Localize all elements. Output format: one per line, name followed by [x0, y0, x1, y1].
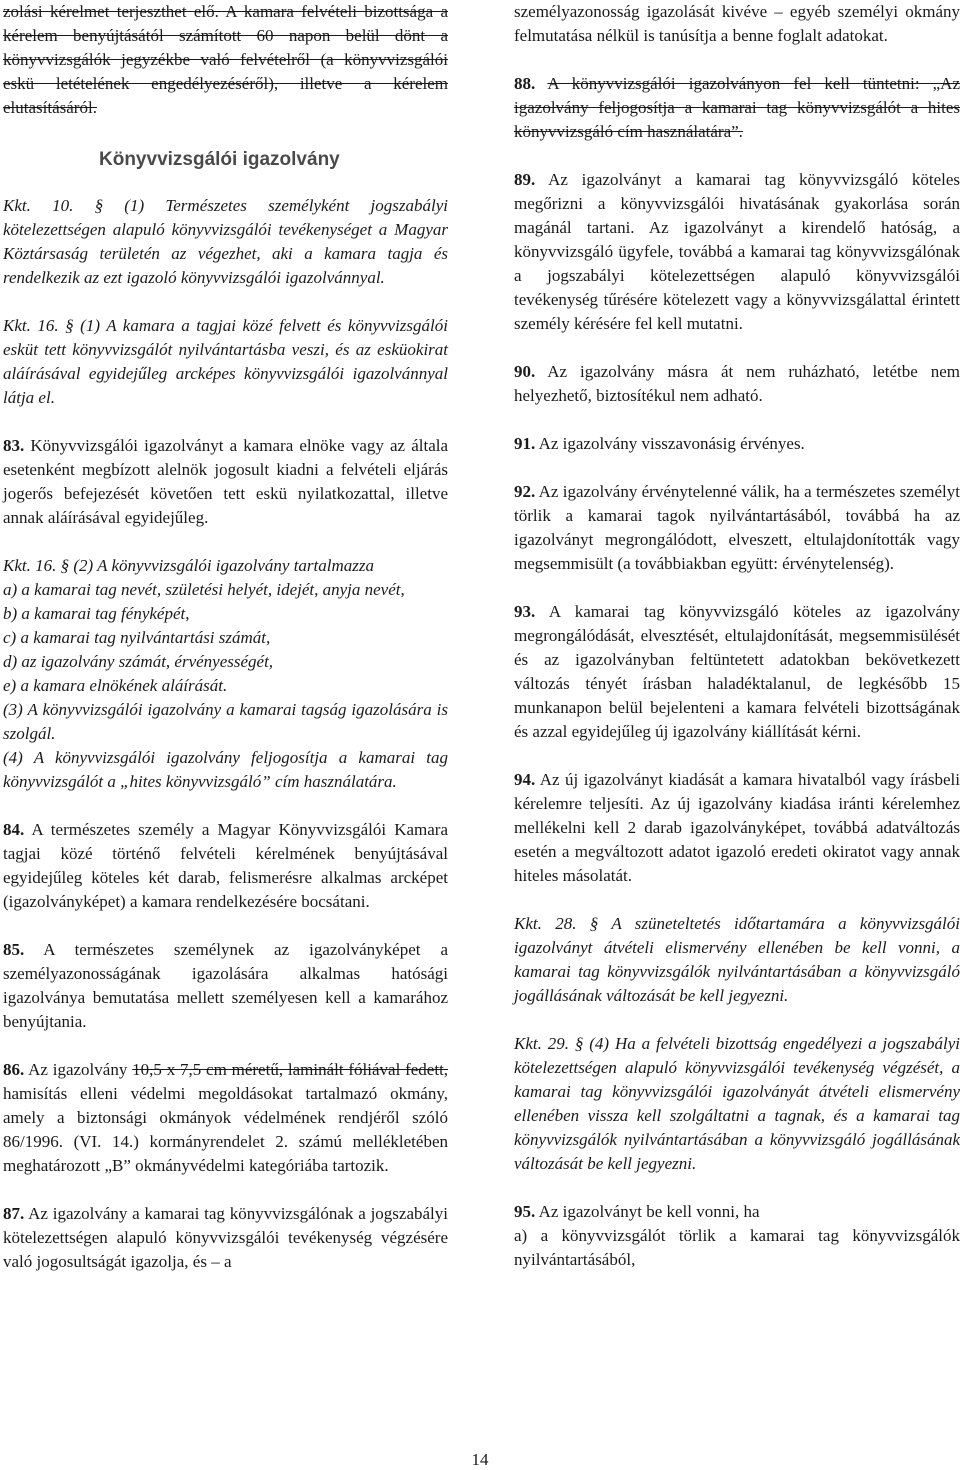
list-item: e) a kamara elnökének aláírását.: [3, 676, 228, 695]
list-item: c) a kamarai tag nyilvántartási számát,: [3, 628, 271, 647]
section-heading: Könyvvizsgálói igazolvány: [99, 149, 340, 170]
paragraph-94: [514, 768, 960, 888]
paragraph-85-number: 85.: [3, 940, 25, 959]
paragraph-91-text: Az igazolvány visszavonásig érvényes.: [538, 434, 805, 453]
paragraph-84-text: A természetes személy a Magyar Könyvvizsgálói Kamara tagjai közé történő felvételi kérelmének benyújtásával egyidejűleg köteles két darab, felismerésre alkalmas arcképet (igazolványképet) a kamara rendelkezésére bocsátani.: [3, 820, 448, 911]
paragraph-90: [514, 360, 960, 408]
kkt28-label: Kkt. 28. §: [514, 914, 599, 933]
right-intro-text: személyazonosság igazolását kivéve – egyéb személyi okmány felmutatása nélkül is tanúsítja a benne foglalt adatokat.: [514, 2, 960, 45]
paragraph-89-number: 89.: [514, 170, 536, 189]
paragraph-87-number: 87.: [3, 1204, 25, 1223]
kkt16-2-text: A könyvvizsgálói igazolvány tartalmazza: [97, 556, 374, 575]
paragraph-94-text: Az új igazolványt kiadását a kamara hivatalból vagy írásbeli kérelemre teljesíti. Az új igazolvány kiadása iránti kérelemhez mellékelni kell 2 darab igazolványképet, továbbá adatváltozás esetén a megváltozott adatot igazoló eredeti okiratot vagy annak hiteles másolatát.: [514, 770, 960, 885]
kkt16-2-block: [3, 554, 448, 794]
paragraph-92-number: 92.: [514, 482, 536, 501]
paragraph-90-text: Az igazolvány másra át nem ruházható, letétbe nem helyezhető, biztosítékul nem adható.: [514, 362, 960, 405]
paragraph-93-text: A kamarai tag könyvvizsgáló köteles az igazolvány megrongálódását, elvesztését, eltulajdonítását, megsemmisülését és az igazolványban feltüntetett adatokban bekövetkezett változás tényét írásban haladéktalanul, de legkésőbb 15 munkanapon belül bejelenteni a kamara felvételi bizottságának és azzal egyidejűleg új igazolvány kiállítását kérni.: [514, 602, 960, 741]
kkt10-text: Természetes személyként jogszabályi kötelezettségen alapuló könyvvizsgálói tevékenységet a Magyar Köztársaság területén az végezhet, aki a kamara tagja és rendelkezik az ezt igazoló könyvvizsgálói igazolvánnyal.: [3, 196, 448, 287]
paragraph-95-number: 95.: [514, 1202, 536, 1221]
kkt28-paragraph: [514, 912, 960, 1008]
kkt29-paragraph: [514, 1032, 960, 1176]
paragraph-93-number: 93.: [514, 602, 536, 621]
paragraph-83-text: Könyvvizsgálói igazolványt a kamara elnöke vagy az általa esetenként megbízott alelnök jogosult kiadni a felvételi eljárás jogerős befejezését követően tett eskü nyilatkozattal, illetve annak aláírásával egyidejűleg.: [3, 436, 449, 527]
paragraph-86: [3, 1058, 448, 1178]
paragraph-95-block: [514, 1200, 960, 1272]
page-number: 14: [471, 1450, 489, 1469]
paragraph-85: [3, 938, 448, 1034]
list-item: a) a könyvvizsgálót törlik a kamarai tag könyvvizsgálók nyilvántartásából,: [514, 1226, 960, 1269]
paragraph-83-number: 83.: [3, 436, 25, 455]
kkt16-2-intro: [3, 554, 448, 578]
paragraph-89-text: Az igazolványt a kamarai tag könyvvizsgáló köteles megőrizni a könyvvizsgálói hivatásának gyakorlása során magánál tartani. Az igazolványt a kirendelő hatóság, a könyvvizsgáló ügyfele, továbbá a kamarai tag könyvvizsgálónak a jogszabályi kötelezettségen alapuló könyvvizsgálói tevékenység tűrésére kötelezett vagy a könyvvizsgálattal érintett személy kérésére fel kell mutatni.: [514, 170, 960, 333]
paragraph-92-text: Az igazolvány érvénytelenné válik, ha a természetes személyt törlik a kamarai tagok nyilvántartásából, továbbá ha az igazolványt megrongálódott, elveszett, eltulajdonították vagy megsemmisült (a továbbiakban együtt: érvénytelenség).: [514, 482, 960, 573]
kkt16-1-paragraph: [3, 314, 448, 410]
paragraph-86-struck: 10,5 x 7,5 cm méretű, laminált fóliával fedett,: [132, 1060, 449, 1079]
list-item: a) a kamarai tag nevét, születési helyét, idejét, anyja nevét,: [3, 580, 405, 599]
kkt10-label: Kkt. 10. § (1): [3, 196, 145, 215]
paragraph-86-pre: Az igazolvány: [28, 1060, 128, 1079]
paragraph-83: [3, 434, 448, 530]
list-item: b) a kamarai tag fényképét,: [3, 604, 190, 623]
paragraph-92: [514, 480, 960, 576]
paragraph-85-text: A természetes személynek az igazolványképet a személyazonosságának igazolására alkalmas hatósági igazolványa bemutatása mellett személyesen kell a kamarához benyújtania.: [3, 940, 449, 1031]
paragraph-88-number: 88.: [514, 74, 536, 93]
paragraph-90-number: 90.: [514, 362, 536, 381]
paragraph-93: [514, 600, 960, 744]
paragraph-86-number: 86.: [3, 1060, 25, 1079]
kkt28-text: A szüneteltetés időtartamára a könyvvizsgálói igazolványt átvételi elismervény ellenében be kell vonni, a kamarai tag könyvvizsgálók nyilvántartásában a könyvvizsgáló jogállásának változását be kell jegyezni.: [514, 914, 960, 1005]
paragraph-88-struck: A könyvvizsgálói igazolványon fel kell tüntetni: „Az igazolvány feljogosítja a kamarai tag könyvvizsgálót a hites könyvvizsgáló cím használatára”.: [514, 74, 960, 141]
kkt16-1-label: Kkt. 16. § (1): [3, 316, 100, 335]
kkt10-paragraph: [3, 194, 448, 290]
paragraph-95-text: Az igazolványt be kell vonni, ha: [538, 1202, 760, 1221]
kkt16-3-text: (3) A könyvvizsgálói igazolvány a kamarai tagság igazolására is szolgál.: [3, 700, 448, 743]
list-item: d) az igazolvány számát, érvényességét,: [3, 652, 274, 671]
left-column: [3, 0, 448, 1298]
paragraph-84-number: 84.: [3, 820, 25, 839]
paragraph-91: [514, 432, 960, 456]
paragraph-89: [514, 168, 960, 336]
kkt29-label: Kkt. 29. § (4): [514, 1034, 610, 1053]
intro-struck-text: zolási kérelmet terjeszthet elő. A kamara felvételi bizottsága a kérelem benyújtásától számított 60 napon belül dönt a könyvvizsgálók jegyzékbe való felvételről (a könyvvizsgálói eskü letételének engedélyezéséről), illetve a kérelem elutasításáról.: [3, 2, 448, 117]
kkt29-text: Ha a felvételi bizottság engedélyezi a jogszabályi kötelezettségen alapuló könyvvizsgálói tevékenység végzését, a kamarai tag könyvvizsgálói igazolványát átvételi elismervény ellenében vissza kell szolgáltatni a tagnak, és a kamarai tag könyvvizsgálók nyilvántartásában a könyvvizsgáló jogállásának változását be kell jegyezni.: [514, 1034, 960, 1173]
paragraph-91-number: 91.: [514, 434, 536, 453]
paragraph-86-post: hamisítás elleni védelmi megoldásokat tartalmazó okmány, amely a biztonsági okmányok védelmének rendjéről szóló 86/1996. (VI. 14.) kormányrendelet 2. számú mellékletében meghatározott „B” okmányvédelmi kategóriába tartozik.: [3, 1084, 448, 1175]
kkt16-4-text: (4) A könyvvizsgálói igazolvány feljogosítja a kamarai tag könyvvizsgálót a „hites könyvvizsgáló” cím használatára.: [3, 748, 448, 791]
paragraph-94-number: 94.: [514, 770, 536, 789]
paragraph-88: [514, 72, 960, 144]
paragraph-87: [3, 1202, 448, 1274]
paragraph-87-text: Az igazolvány a kamarai tag könyvvizsgálónak a jogszabályi kötelezettségen alapuló könyvvizsgálói tevékenység végzésére való jogosultságát igazolja, és – a: [3, 1204, 448, 1271]
paragraph-84: [3, 818, 448, 914]
paragraph-95: [514, 1200, 960, 1224]
right-column: [514, 0, 960, 1296]
kkt16-2-label: Kkt. 16. § (2): [3, 556, 94, 575]
kkt16-1-text: A kamara a tagjai közé felvett és könyvvizsgálói esküt tett könyvvizsgálót nyilvántartásba veszi, és az esküokirat aláírásával egyidejűleg arcképes könyvvizsgálói igazolvánnyal látja el.: [3, 316, 448, 407]
